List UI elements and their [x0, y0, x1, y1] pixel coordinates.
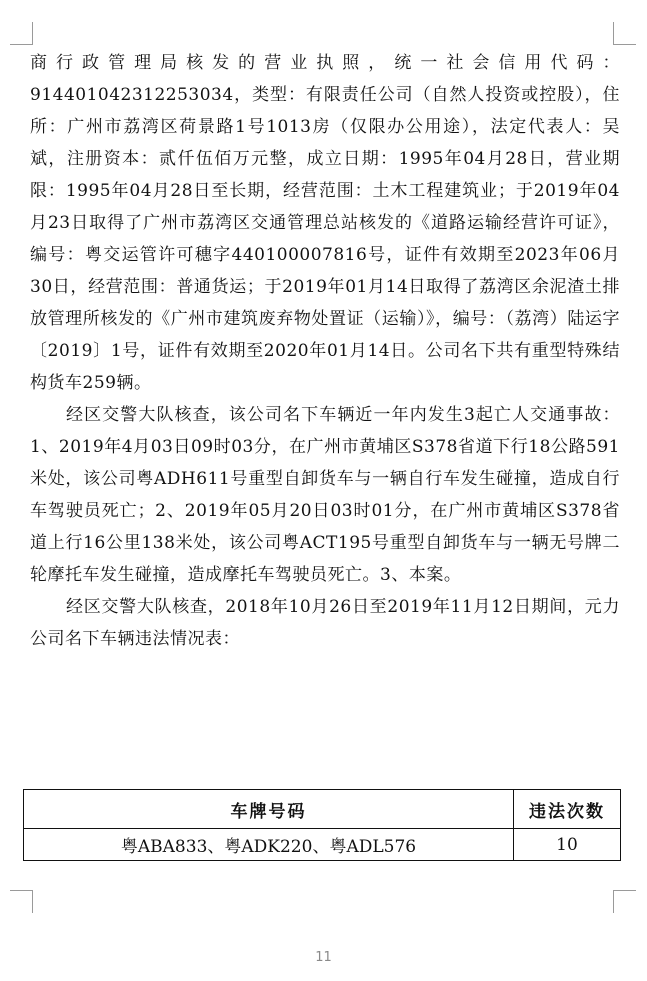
crop-mark-bottom-left — [10, 890, 33, 913]
table-row — [24, 829, 621, 861]
crop-mark-bottom-right — [613, 890, 636, 913]
cell-violation-count: 10 — [514, 829, 621, 861]
document-body — [30, 47, 620, 655]
company-info-paragraph: 商行政管理局核发的营业执照，统一社会信用代码：91440104231225303​4，类型：有限责任公司（自然人投资或控股），住所：广州市荔湾区荷景路1号1013房（仅限办公用途），法定代表人：吴斌，注册资本：贰仟伍佰万元整，成立日期：1995年04月28日，营业期限：1995年04月28日至长期，经营范围：土木工程建筑业；于2019年04月23日取得了广州市荔湾区交通管理总站核发的《道路运输经营许可证》，编号：粤交运管许可穗字440100007816号，证件有效期至2023年06月30日，经营范围：普通货运；于2019年01月14日取得了荔湾区余泥渣土排放管理所核发的《广州市建筑废弃物处置证（运输）》，编号：（荔湾）陆运字〔2019〕1号，证件有效期至2020年01月14日。公司名下共有重型特殊结构货车259辆。 — [30, 53, 620, 393]
header-violation-count: 违法次数 — [514, 790, 621, 829]
accident-paragraph: 经区交警大队核查，该公司名下车辆近一年内发生3起亡人交通事故：1、2019年4月03日09时03分，在广州市黄埔区S378省道下行18公路591米处，该公司粤ADH611号重型自卸货车与一辆自行车发生碰撞，造成自行车驾驶员死亡；2、2019年05月20日03时01分，在广州市黄埔区S378省道上行16公里138米处，该公司粤ACT195号重型自卸货车与一辆无号牌二轮摩托车发生碰撞，造成摩托车驾驶员死亡。3、本案。 — [30, 405, 620, 585]
violation-intro-paragraph: 经区交警大队核查，2018年10月26日至2019年11月12日期间，元力公司名下车辆违法情况表： — [30, 597, 620, 649]
violation-table — [23, 789, 621, 861]
cell-plate-numbers: 粤ABA833、粤ADK220、粤ADL576 — [24, 829, 514, 861]
page-number: 11 — [315, 950, 332, 965]
table-header-row — [24, 790, 621, 829]
header-plate-number: 车牌号码 — [24, 790, 514, 829]
crop-mark-top-right — [613, 22, 636, 45]
crop-mark-top-left — [10, 22, 33, 45]
